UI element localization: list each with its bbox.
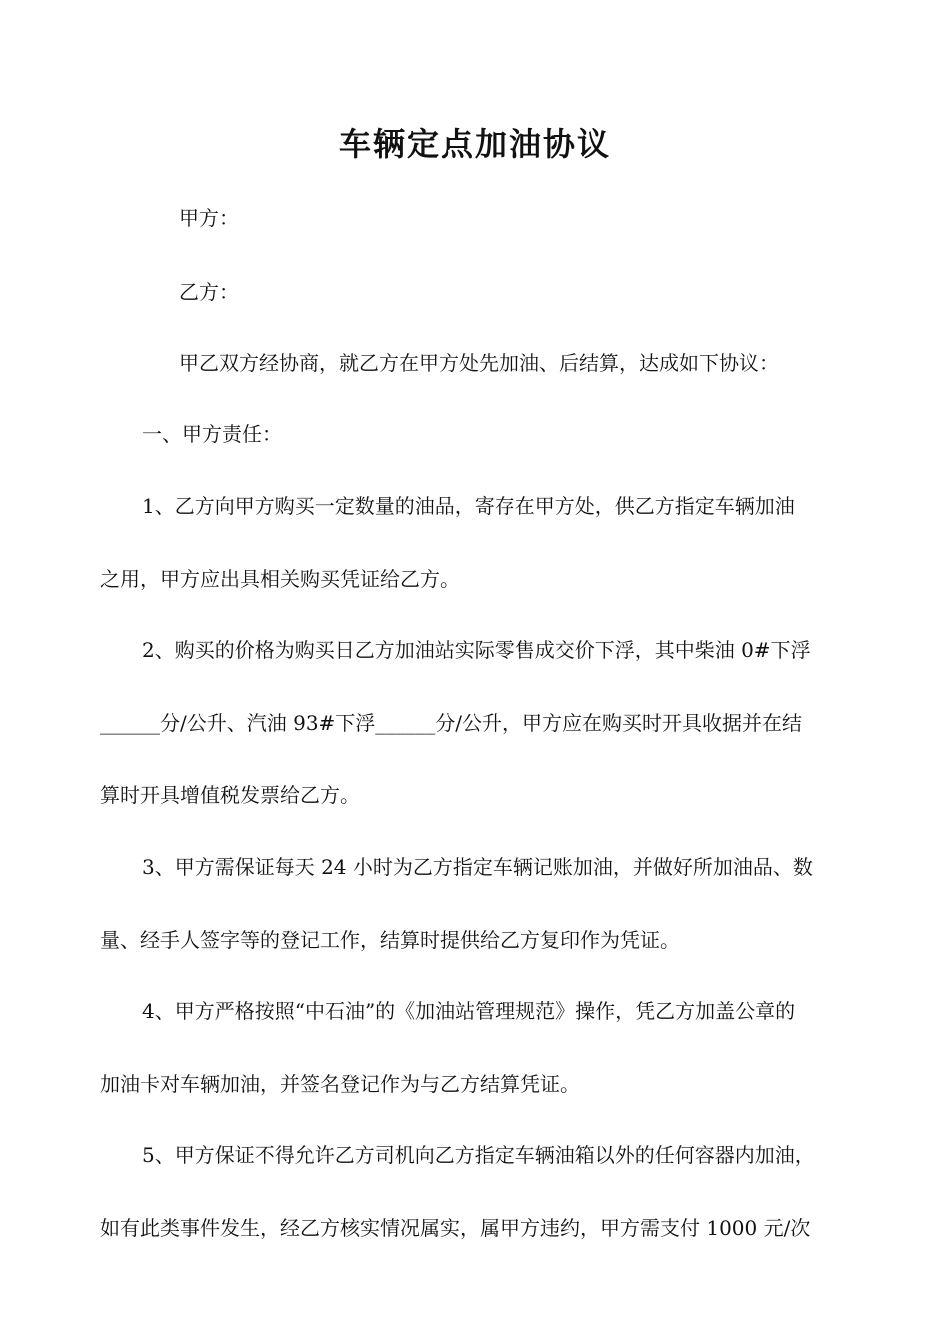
- intro-paragraph: 甲乙双方经协商，就乙方在甲方处先加油、后结算，达成如下协议：: [179, 351, 779, 375]
- clause-1-line-1: 1、乙方向甲方购买一定数量的油品，寄存在甲方处，供乙方指定车辆加油: [142, 494, 795, 518]
- party-b-label: 乙方：: [179, 280, 239, 304]
- clause-5-line-2: 如有此类事件发生，经乙方核实情况属实，属甲方违约，甲方需支付 1000 元/次: [100, 1216, 811, 1240]
- clause-1-line-2: 之用，甲方应出具相关购买凭证给乙方。: [100, 567, 460, 591]
- clause-2-line-3: 算时开具增值税发票给乙方。: [100, 783, 360, 807]
- clause-5-line-1: 5、甲方保证不得允许乙方司机向乙方指定车辆油箱以外的任何容器内加油，: [142, 1143, 815, 1167]
- clause-3-line-1: 3、甲方需保证每天 24 小时为乙方指定车辆记账加油，并做好所加油品、数: [142, 855, 813, 879]
- clause-2-line-2: ______分/公升、汽油 93#下浮______分/公升，甲方应在购买时开具收据并在结: [100, 711, 803, 735]
- party-a-label: 甲方：: [179, 206, 239, 230]
- clause-4-line-1: 4、甲方严格按照“中石油”的《加油站管理规范》操作，凭乙方加盖公章的: [142, 999, 796, 1023]
- clause-4-line-2: 加油卡对车辆加油，并签名登记作为与乙方结算凭证。: [100, 1072, 580, 1096]
- section-heading-party-a-duties: 一、甲方责任：: [142, 422, 282, 446]
- clause-2-line-1: 2、购买的价格为购买日乙方加油站实际零售成交价下浮，其中柴油 0#下浮: [142, 638, 811, 662]
- clause-3-line-2: 量、经手人签字等的登记工作，结算时提供给乙方复印作为凭证。: [100, 928, 680, 952]
- document-title: 车辆定点加油协议: [338, 125, 611, 163]
